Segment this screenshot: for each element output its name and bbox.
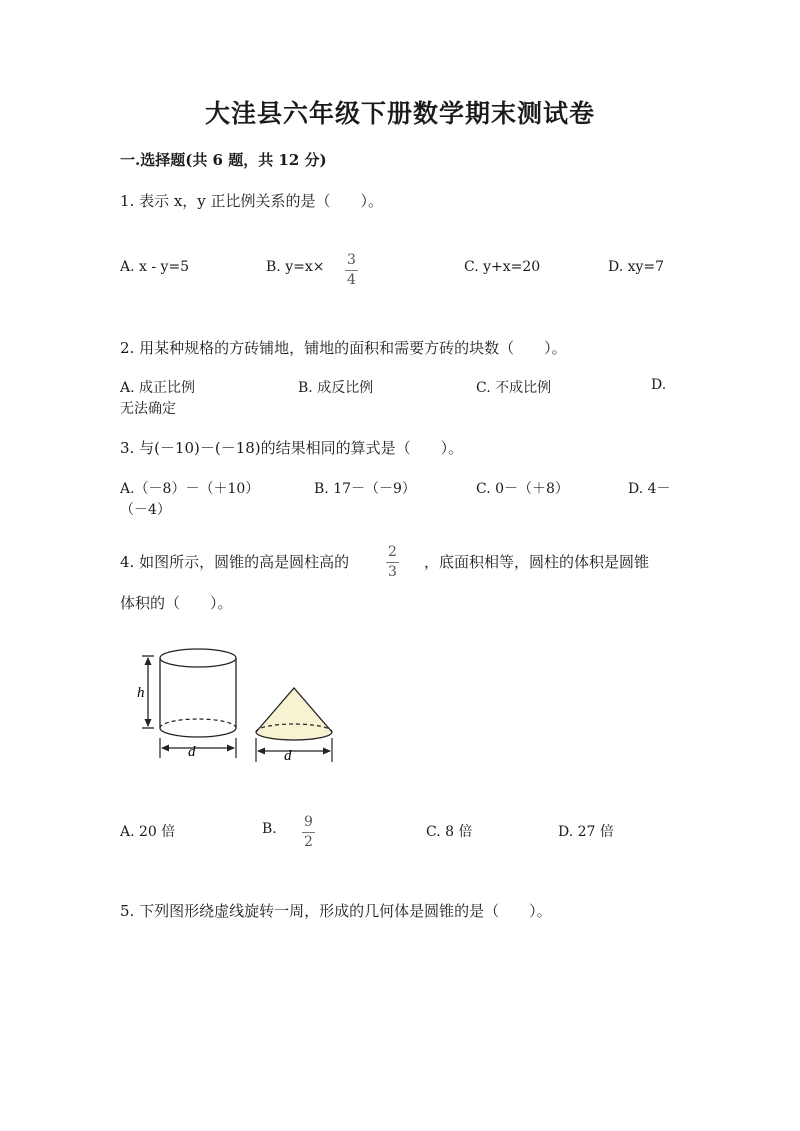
fraction-numerator: 3 <box>347 252 356 268</box>
fraction-numerator: 9 <box>304 814 313 830</box>
fraction-bar <box>302 832 315 833</box>
question-5-text: 5. 下列图形绕虚线旋转一周，形成的几何体是圆锥的是（ ）。 <box>120 902 552 920</box>
question-3-text: 3. 与(－10)－(－18)的结果相同的算式是（ ）。 <box>120 439 464 457</box>
question-3-option-a: A.（－8）－（＋10） <box>120 481 260 497</box>
question-4-text-line-2: 体积的（ ）。 <box>120 594 233 612</box>
question-2-option-d-continued: 无法确定 <box>120 401 176 417</box>
question-2-option-a: A. 成正比例 <box>120 380 196 396</box>
question-1-option-b: B. y=x× <box>266 259 325 275</box>
question-4-option-b-fraction <box>302 815 315 849</box>
question-2-text: 2. 用某种规格的方砖铺地，铺地的面积和需要方砖的块数（ ）。 <box>120 339 567 357</box>
fraction-bar <box>345 270 358 271</box>
height-label: h <box>137 685 145 701</box>
page-title: 大洼县六年级下册数学期末测试卷 <box>204 99 595 128</box>
question-2-option-c: C. 不成比例 <box>476 380 552 396</box>
question-4-option-b: B. <box>262 821 277 837</box>
cone-diameter-label: d <box>284 748 292 764</box>
question-1-option-d: D. xy=7 <box>608 259 665 275</box>
cylinder-diameter-label: d <box>188 744 196 760</box>
cylinder-cone-figure <box>128 640 348 774</box>
question-2-option-d: D. <box>651 377 667 393</box>
question-4-text: 4. 如图所示，圆锥的高是圆柱高的 <box>120 553 350 571</box>
question-4-option-c: C. 8 倍 <box>426 824 473 840</box>
fraction-denominator: 4 <box>347 272 356 288</box>
fraction-denominator: 2 <box>304 834 313 850</box>
fraction-numerator: 2 <box>388 544 397 560</box>
question-4-fraction <box>386 545 399 579</box>
question-1-option-a: A. x - y=5 <box>120 259 190 275</box>
question-3-option-c: C. 0－（＋8） <box>476 481 569 497</box>
question-4-option-a: A. 20 倍 <box>120 824 176 840</box>
question-3-option-d: D. 4－ <box>628 481 671 497</box>
cone-shape <box>256 688 332 740</box>
fraction-denominator: 3 <box>388 564 397 580</box>
question-2-option-b: B. 成反比例 <box>298 380 374 396</box>
question-1-fraction <box>345 253 358 287</box>
question-3-option-d-continued: （－4） <box>120 502 171 518</box>
question-4-option-d: D. 27 倍 <box>558 824 614 840</box>
fraction-bar <box>386 562 399 563</box>
question-1-option-c: C. y+x=20 <box>464 259 541 275</box>
section-heading: 一.选择题(共 6 题，共 12 分) <box>120 151 327 169</box>
figure-svg <box>128 640 348 770</box>
question-3-option-b: B. 17－（－9） <box>314 481 416 497</box>
cylinder-shape <box>160 649 236 737</box>
question-1-text: 1. 表示 x，y 正比例关系的是（ ）。 <box>120 192 384 210</box>
question-4-text-continued: ，底面积相等，圆柱的体积是圆锥 <box>424 553 650 571</box>
